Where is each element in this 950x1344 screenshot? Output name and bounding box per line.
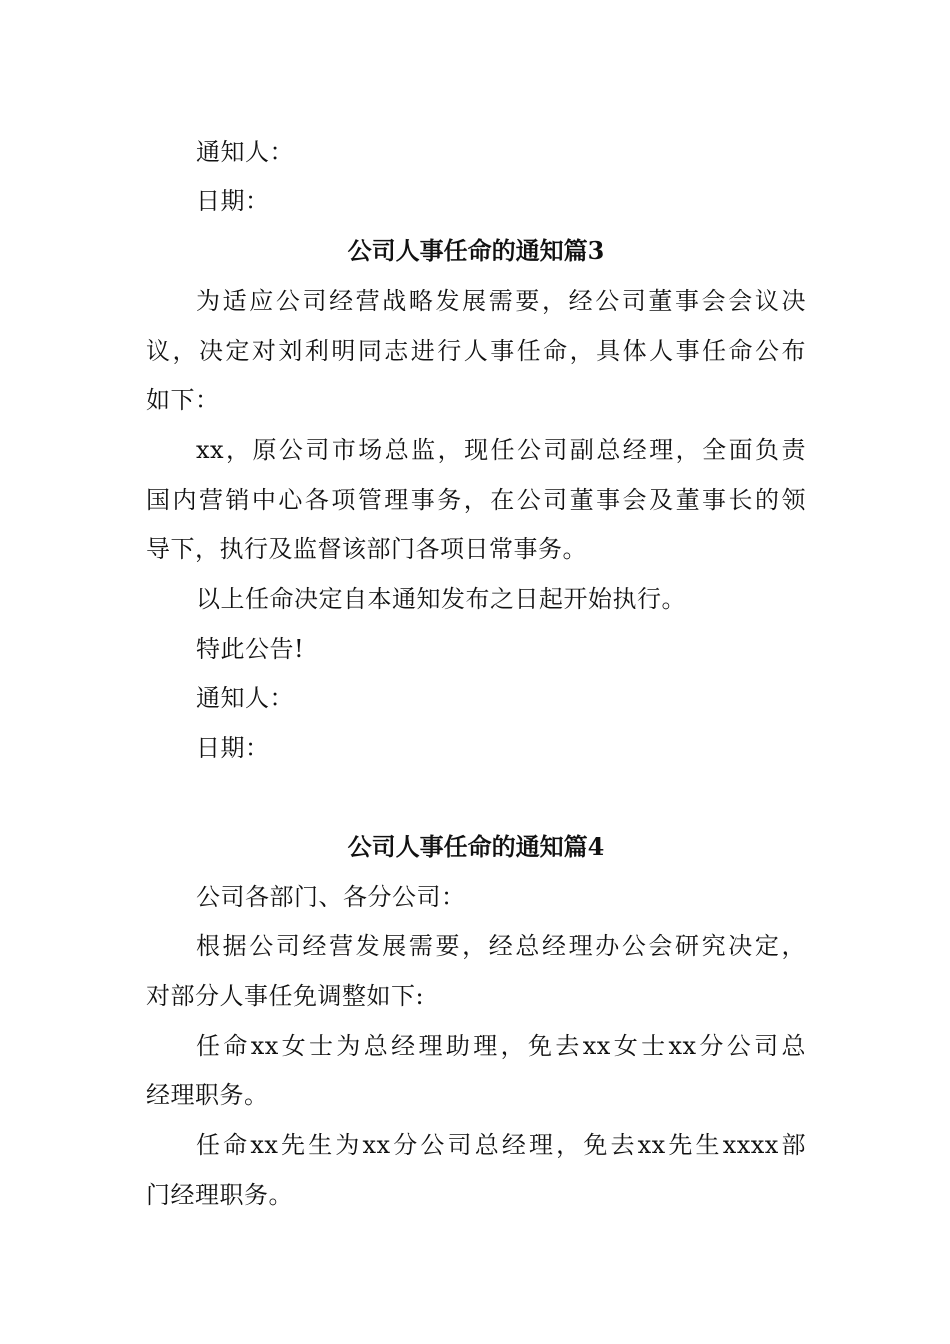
section-4-paragraph-1-line-1: 根据公司经营发展需要，经总经理办公会研究决定， bbox=[196, 932, 806, 960]
section-4-title: 公司人事任命的通知篇4 bbox=[347, 832, 605, 861]
date-label: 日期： bbox=[196, 187, 270, 215]
section-3-paragraph-1-line-2: 议，决定对刘利明同志进行人事任命，具体人事任命公布 bbox=[146, 337, 806, 365]
section-4-paragraph-2-line-1: 任命xx女士为总经理助理，免去xx女士xx分公司总 bbox=[196, 1032, 806, 1060]
section-3-paragraph-2-line-2: 国内营销中心各项管理事务，在公司董事会及董事长的领 bbox=[146, 486, 806, 514]
section-4-paragraph-3-line-2: 门经理职务。 bbox=[146, 1181, 293, 1209]
notifier-label: 通知人： bbox=[196, 138, 294, 166]
section-3-closing: 特此公告! bbox=[196, 635, 305, 663]
section-3-date-label: 日期： bbox=[196, 734, 270, 762]
section-3-paragraph-3: 以上任命决定自本通知发布之日起开始执行。 bbox=[196, 585, 686, 613]
section-3-paragraph-2-line-3: 导下，执行及监督该部门各项日常事务。 bbox=[146, 535, 587, 563]
section-4-paragraph-2-line-2: 经理职务。 bbox=[146, 1081, 269, 1109]
section-3-title: 公司人事任命的通知篇3 bbox=[347, 236, 605, 265]
section-4-salutation: 公司各部门、各分公司： bbox=[196, 883, 466, 911]
section-4-paragraph-3-line-1: 任命xx先生为xx分公司总经理，免去xx先生xxxx部 bbox=[196, 1131, 806, 1159]
section-3-paragraph-1-line-3: 如下： bbox=[146, 386, 220, 414]
section-3-notifier-label: 通知人： bbox=[196, 684, 294, 712]
section-4-paragraph-1-line-2: 对部分人事任免调整如下: bbox=[146, 982, 425, 1010]
section-3-paragraph-2-line-1: xx，原公司市场总监，现任公司副总经理，全面负责 bbox=[196, 436, 806, 464]
section-3-paragraph-1-line-1: 为适应公司经营战略发展需要，经公司董事会会议决 bbox=[196, 287, 806, 315]
